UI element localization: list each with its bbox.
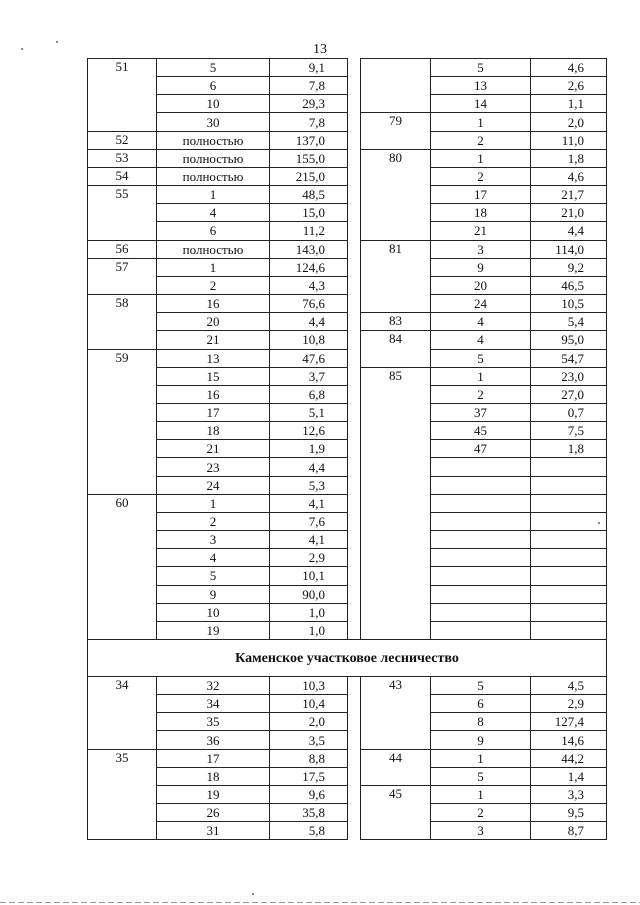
left-area-cell: 4,4 bbox=[270, 458, 348, 476]
right-area-cell bbox=[531, 531, 607, 549]
right-area-cell: 1,8 bbox=[531, 149, 607, 167]
right-area-cell: 0,7 bbox=[531, 403, 607, 421]
right-kvartal-cell: 44 bbox=[361, 749, 431, 785]
left-vydel-cell: 5 bbox=[157, 59, 270, 77]
left-area-cell: 9,6 bbox=[270, 785, 348, 803]
right-vydel-cell: 47 bbox=[431, 440, 531, 458]
left-area-cell: 3,5 bbox=[270, 731, 348, 749]
right-kvartal-cell: 45 bbox=[361, 785, 431, 839]
left-area-cell: 6,8 bbox=[270, 385, 348, 403]
table-row bbox=[88, 822, 607, 840]
table-row bbox=[88, 695, 607, 713]
table-row bbox=[88, 785, 607, 803]
right-vydel-cell: 9 bbox=[431, 731, 531, 749]
left-vydel-cell: полностью bbox=[157, 149, 270, 167]
right-vydel-cell: 4 bbox=[431, 331, 531, 349]
table-row bbox=[88, 767, 607, 785]
right-vydel-cell: 5 bbox=[431, 767, 531, 785]
left-vydel-cell: полностью bbox=[157, 167, 270, 185]
left-area-cell: 4,1 bbox=[270, 531, 348, 549]
right-area-cell: 4,4 bbox=[531, 222, 607, 240]
table-row bbox=[88, 458, 607, 476]
right-vydel-cell: 21 bbox=[431, 222, 531, 240]
right-vydel-cell bbox=[431, 567, 531, 585]
left-area-cell: 48,5 bbox=[270, 186, 348, 204]
right-area-cell: 21,7 bbox=[531, 186, 607, 204]
forest-quarters-table bbox=[87, 58, 607, 840]
left-area-cell: 4,3 bbox=[270, 276, 348, 294]
right-vydel-cell: 14 bbox=[431, 95, 531, 113]
right-vydel-cell bbox=[431, 494, 531, 512]
right-area-cell bbox=[531, 512, 607, 530]
left-area-cell: 15,0 bbox=[270, 204, 348, 222]
right-vydel-cell: 1 bbox=[431, 367, 531, 385]
table-row bbox=[88, 222, 607, 240]
right-vydel-cell: 5 bbox=[431, 677, 531, 695]
left-area-cell: 155,0 bbox=[270, 149, 348, 167]
left-vydel-cell: 21 bbox=[157, 331, 270, 349]
table-row bbox=[88, 476, 607, 494]
table-row bbox=[88, 77, 607, 95]
left-area-cell: 7,8 bbox=[270, 113, 348, 131]
left-vydel-cell: полностью bbox=[157, 131, 270, 149]
right-vydel-cell bbox=[431, 512, 531, 530]
right-vydel-cell: 1 bbox=[431, 749, 531, 767]
right-vydel-cell bbox=[431, 585, 531, 603]
left-vydel-cell: 31 bbox=[157, 822, 270, 840]
left-kvartal-cell: 54 bbox=[88, 167, 157, 185]
right-area-cell: 127,4 bbox=[531, 713, 607, 731]
right-vydel-cell: 6 bbox=[431, 695, 531, 713]
table-row bbox=[88, 276, 607, 294]
right-area-cell: 95,0 bbox=[531, 331, 607, 349]
table-row bbox=[88, 585, 607, 603]
scan-speck bbox=[598, 522, 600, 524]
right-area-cell: 46,5 bbox=[531, 276, 607, 294]
table-row bbox=[88, 494, 607, 512]
right-area-cell: 1,4 bbox=[531, 767, 607, 785]
left-area-cell: 12,6 bbox=[270, 422, 348, 440]
left-vydel-cell: 24 bbox=[157, 476, 270, 494]
section-header-row bbox=[88, 640, 607, 677]
left-area-cell: 2,9 bbox=[270, 549, 348, 567]
scan-speck bbox=[21, 48, 23, 50]
left-kvartal-cell: 34 bbox=[88, 677, 157, 750]
left-vydel-cell: 16 bbox=[157, 295, 270, 313]
left-area-cell: 90,0 bbox=[270, 585, 348, 603]
right-vydel-cell: 8 bbox=[431, 713, 531, 731]
left-vydel-cell: 3 bbox=[157, 531, 270, 549]
table-row bbox=[88, 749, 607, 767]
right-area-cell: 23,0 bbox=[531, 367, 607, 385]
table-row bbox=[88, 204, 607, 222]
left-vydel-cell: 4 bbox=[157, 549, 270, 567]
right-vydel-cell: 20 bbox=[431, 276, 531, 294]
right-area-cell: 5,4 bbox=[531, 313, 607, 331]
right-kvartal-cell: 80 bbox=[361, 149, 431, 240]
right-vydel-cell: 1 bbox=[431, 113, 531, 131]
right-vydel-cell: 13 bbox=[431, 77, 531, 95]
right-area-cell bbox=[531, 567, 607, 585]
left-area-cell: 47,6 bbox=[270, 349, 348, 367]
left-vydel-cell: 2 bbox=[157, 512, 270, 530]
table-row bbox=[88, 258, 607, 276]
table-row bbox=[88, 403, 607, 421]
right-area-cell bbox=[531, 494, 607, 512]
right-vydel-cell bbox=[431, 549, 531, 567]
right-area-cell: 21,0 bbox=[531, 204, 607, 222]
right-area-cell bbox=[531, 621, 607, 639]
left-kvartal-cell: 51 bbox=[88, 59, 157, 132]
right-kvartal-cell bbox=[361, 59, 431, 113]
right-vydel-cell: 24 bbox=[431, 295, 531, 313]
right-kvartal-cell: 43 bbox=[361, 677, 431, 750]
left-vydel-cell: 26 bbox=[157, 804, 270, 822]
table-row bbox=[88, 422, 607, 440]
left-vydel-cell: 13 bbox=[157, 349, 270, 367]
left-vydel-cell: 9 bbox=[157, 585, 270, 603]
left-vydel-cell: 17 bbox=[157, 749, 270, 767]
left-kvartal-cell: 57 bbox=[88, 258, 157, 294]
right-area-cell: 1,1 bbox=[531, 95, 607, 113]
right-vydel-cell: 2 bbox=[431, 167, 531, 185]
table-row bbox=[88, 440, 607, 458]
left-vydel-cell: 36 bbox=[157, 731, 270, 749]
right-area-cell: 2,0 bbox=[531, 113, 607, 131]
table-row bbox=[88, 313, 607, 331]
table-row bbox=[88, 713, 607, 731]
scan-edge-line bbox=[0, 902, 640, 903]
table-row bbox=[88, 240, 607, 258]
left-area-cell: 143,0 bbox=[270, 240, 348, 258]
left-area-cell: 5,1 bbox=[270, 403, 348, 421]
left-area-cell: 5,8 bbox=[270, 822, 348, 840]
left-vydel-cell: 1 bbox=[157, 258, 270, 276]
left-kvartal-cell: 35 bbox=[88, 749, 157, 840]
left-area-cell: 9,1 bbox=[270, 59, 348, 77]
table-row bbox=[88, 603, 607, 621]
right-vydel-cell: 3 bbox=[431, 240, 531, 258]
table-row bbox=[88, 621, 607, 639]
right-vydel-cell: 5 bbox=[431, 59, 531, 77]
table-row bbox=[88, 367, 607, 385]
left-vydel-cell: 15 bbox=[157, 367, 270, 385]
right-area-cell: 27,0 bbox=[531, 385, 607, 403]
left-area-cell: 35,8 bbox=[270, 804, 348, 822]
right-area-cell: 44,2 bbox=[531, 749, 607, 767]
right-vydel-cell: 1 bbox=[431, 785, 531, 803]
right-vydel-cell: 45 bbox=[431, 422, 531, 440]
right-area-cell: 2,6 bbox=[531, 77, 607, 95]
right-area-cell bbox=[531, 585, 607, 603]
scan-speck bbox=[252, 893, 254, 895]
left-area-cell: 29,3 bbox=[270, 95, 348, 113]
left-vydel-cell: 35 bbox=[157, 713, 270, 731]
left-area-cell: 124,6 bbox=[270, 258, 348, 276]
right-vydel-cell: 2 bbox=[431, 131, 531, 149]
left-vydel-cell: 34 bbox=[157, 695, 270, 713]
left-vydel-cell: 16 bbox=[157, 385, 270, 403]
left-area-cell: 17,5 bbox=[270, 767, 348, 785]
right-vydel-cell bbox=[431, 621, 531, 639]
left-kvartal-cell: 56 bbox=[88, 240, 157, 258]
table-row bbox=[88, 349, 607, 367]
table-row bbox=[88, 59, 607, 77]
right-area-cell: 114,0 bbox=[531, 240, 607, 258]
left-vydel-cell: 10 bbox=[157, 603, 270, 621]
left-vydel-cell: 23 bbox=[157, 458, 270, 476]
column-gap bbox=[348, 677, 361, 840]
left-vydel-cell: 18 bbox=[157, 767, 270, 785]
left-vydel-cell: 19 bbox=[157, 621, 270, 639]
right-vydel-cell bbox=[431, 476, 531, 494]
right-kvartal-cell: 83 bbox=[361, 313, 431, 331]
left-area-cell: 11,2 bbox=[270, 222, 348, 240]
table-row bbox=[88, 385, 607, 403]
table-row bbox=[88, 804, 607, 822]
left-area-cell: 4,4 bbox=[270, 313, 348, 331]
right-area-cell: 9,5 bbox=[531, 804, 607, 822]
left-area-cell: 7,6 bbox=[270, 512, 348, 530]
right-area-cell: 10,5 bbox=[531, 295, 607, 313]
right-vydel-cell: 4 bbox=[431, 313, 531, 331]
left-area-cell: 10,8 bbox=[270, 331, 348, 349]
right-area-cell: 14,6 bbox=[531, 731, 607, 749]
right-kvartal-cell: 85 bbox=[361, 367, 431, 639]
right-area-cell bbox=[531, 603, 607, 621]
column-gap bbox=[348, 59, 361, 640]
left-area-cell: 215,0 bbox=[270, 167, 348, 185]
left-area-cell: 2,0 bbox=[270, 713, 348, 731]
left-area-cell: 10,4 bbox=[270, 695, 348, 713]
left-vydel-cell: 18 bbox=[157, 422, 270, 440]
right-area-cell: 54,7 bbox=[531, 349, 607, 367]
table-row bbox=[88, 512, 607, 530]
table-row bbox=[88, 677, 607, 695]
table-row bbox=[88, 331, 607, 349]
left-vydel-cell: 20 bbox=[157, 313, 270, 331]
right-vydel-cell: 1 bbox=[431, 149, 531, 167]
right-kvartal-cell: 79 bbox=[361, 113, 431, 149]
right-area-cell: 4,6 bbox=[531, 167, 607, 185]
left-kvartal-cell: 55 bbox=[88, 186, 157, 240]
left-kvartal-cell: 52 bbox=[88, 131, 157, 149]
left-kvartal-cell: 60 bbox=[88, 494, 157, 639]
right-vydel-cell bbox=[431, 458, 531, 476]
left-kvartal-cell: 53 bbox=[88, 149, 157, 167]
left-vydel-cell: 2 bbox=[157, 276, 270, 294]
left-area-cell: 10,1 bbox=[270, 567, 348, 585]
left-vydel-cell: 1 bbox=[157, 494, 270, 512]
left-area-cell: 1,0 bbox=[270, 621, 348, 639]
left-vydel-cell: 5 bbox=[157, 567, 270, 585]
left-kvartal-cell: 59 bbox=[88, 349, 157, 494]
table-row bbox=[88, 567, 607, 585]
left-vydel-cell: 4 bbox=[157, 204, 270, 222]
table-row bbox=[88, 149, 607, 167]
section-title: Каменское участковое лесничество bbox=[88, 640, 607, 677]
left-vydel-cell: 17 bbox=[157, 403, 270, 421]
right-area-cell: 7,5 bbox=[531, 422, 607, 440]
left-area-cell: 137,0 bbox=[270, 131, 348, 149]
left-area-cell: 76,6 bbox=[270, 295, 348, 313]
table-row bbox=[88, 731, 607, 749]
right-area-cell: 4,6 bbox=[531, 59, 607, 77]
table-row bbox=[88, 95, 607, 113]
left-vydel-cell: 6 bbox=[157, 77, 270, 95]
left-vydel-cell: полностью bbox=[157, 240, 270, 258]
left-area-cell: 5,3 bbox=[270, 476, 348, 494]
left-area-cell: 10,3 bbox=[270, 677, 348, 695]
right-vydel-cell: 9 bbox=[431, 258, 531, 276]
right-vydel-cell: 17 bbox=[431, 186, 531, 204]
table-row bbox=[88, 295, 607, 313]
right-area-cell: 9,2 bbox=[531, 258, 607, 276]
left-area-cell: 3,7 bbox=[270, 367, 348, 385]
left-area-cell: 1,0 bbox=[270, 603, 348, 621]
right-area-cell bbox=[531, 476, 607, 494]
left-vydel-cell: 21 bbox=[157, 440, 270, 458]
right-vydel-cell: 2 bbox=[431, 385, 531, 403]
table-row bbox=[88, 549, 607, 567]
table-row bbox=[88, 131, 607, 149]
left-area-cell: 8,8 bbox=[270, 749, 348, 767]
left-vydel-cell: 30 bbox=[157, 113, 270, 131]
right-area-cell: 8,7 bbox=[531, 822, 607, 840]
right-kvartal-cell: 81 bbox=[361, 240, 431, 313]
left-kvartal-cell: 58 bbox=[88, 295, 157, 349]
page-number: 13 bbox=[313, 42, 327, 57]
right-vydel-cell bbox=[431, 531, 531, 549]
left-vydel-cell: 32 bbox=[157, 677, 270, 695]
table-row bbox=[88, 113, 607, 131]
right-area-cell bbox=[531, 458, 607, 476]
left-vydel-cell: 1 bbox=[157, 186, 270, 204]
left-area-cell: 1,9 bbox=[270, 440, 348, 458]
left-vydel-cell: 10 bbox=[157, 95, 270, 113]
right-vydel-cell: 5 bbox=[431, 349, 531, 367]
right-kvartal-cell: 84 bbox=[361, 331, 431, 367]
left-vydel-cell: 6 bbox=[157, 222, 270, 240]
left-area-cell: 4,1 bbox=[270, 494, 348, 512]
table-row bbox=[88, 531, 607, 549]
right-area-cell: 4,5 bbox=[531, 677, 607, 695]
right-area-cell: 2,9 bbox=[531, 695, 607, 713]
left-area-cell: 7,8 bbox=[270, 77, 348, 95]
right-vydel-cell: 37 bbox=[431, 403, 531, 421]
right-area-cell: 3,3 bbox=[531, 785, 607, 803]
right-area-cell bbox=[531, 549, 607, 567]
right-vydel-cell: 3 bbox=[431, 822, 531, 840]
right-area-cell: 11,0 bbox=[531, 131, 607, 149]
right-area-cell: 1,8 bbox=[531, 440, 607, 458]
right-vydel-cell: 18 bbox=[431, 204, 531, 222]
right-vydel-cell: 2 bbox=[431, 804, 531, 822]
scan-speck bbox=[56, 41, 58, 43]
left-vydel-cell: 19 bbox=[157, 785, 270, 803]
table-row bbox=[88, 186, 607, 204]
right-vydel-cell bbox=[431, 603, 531, 621]
table-row bbox=[88, 167, 607, 185]
